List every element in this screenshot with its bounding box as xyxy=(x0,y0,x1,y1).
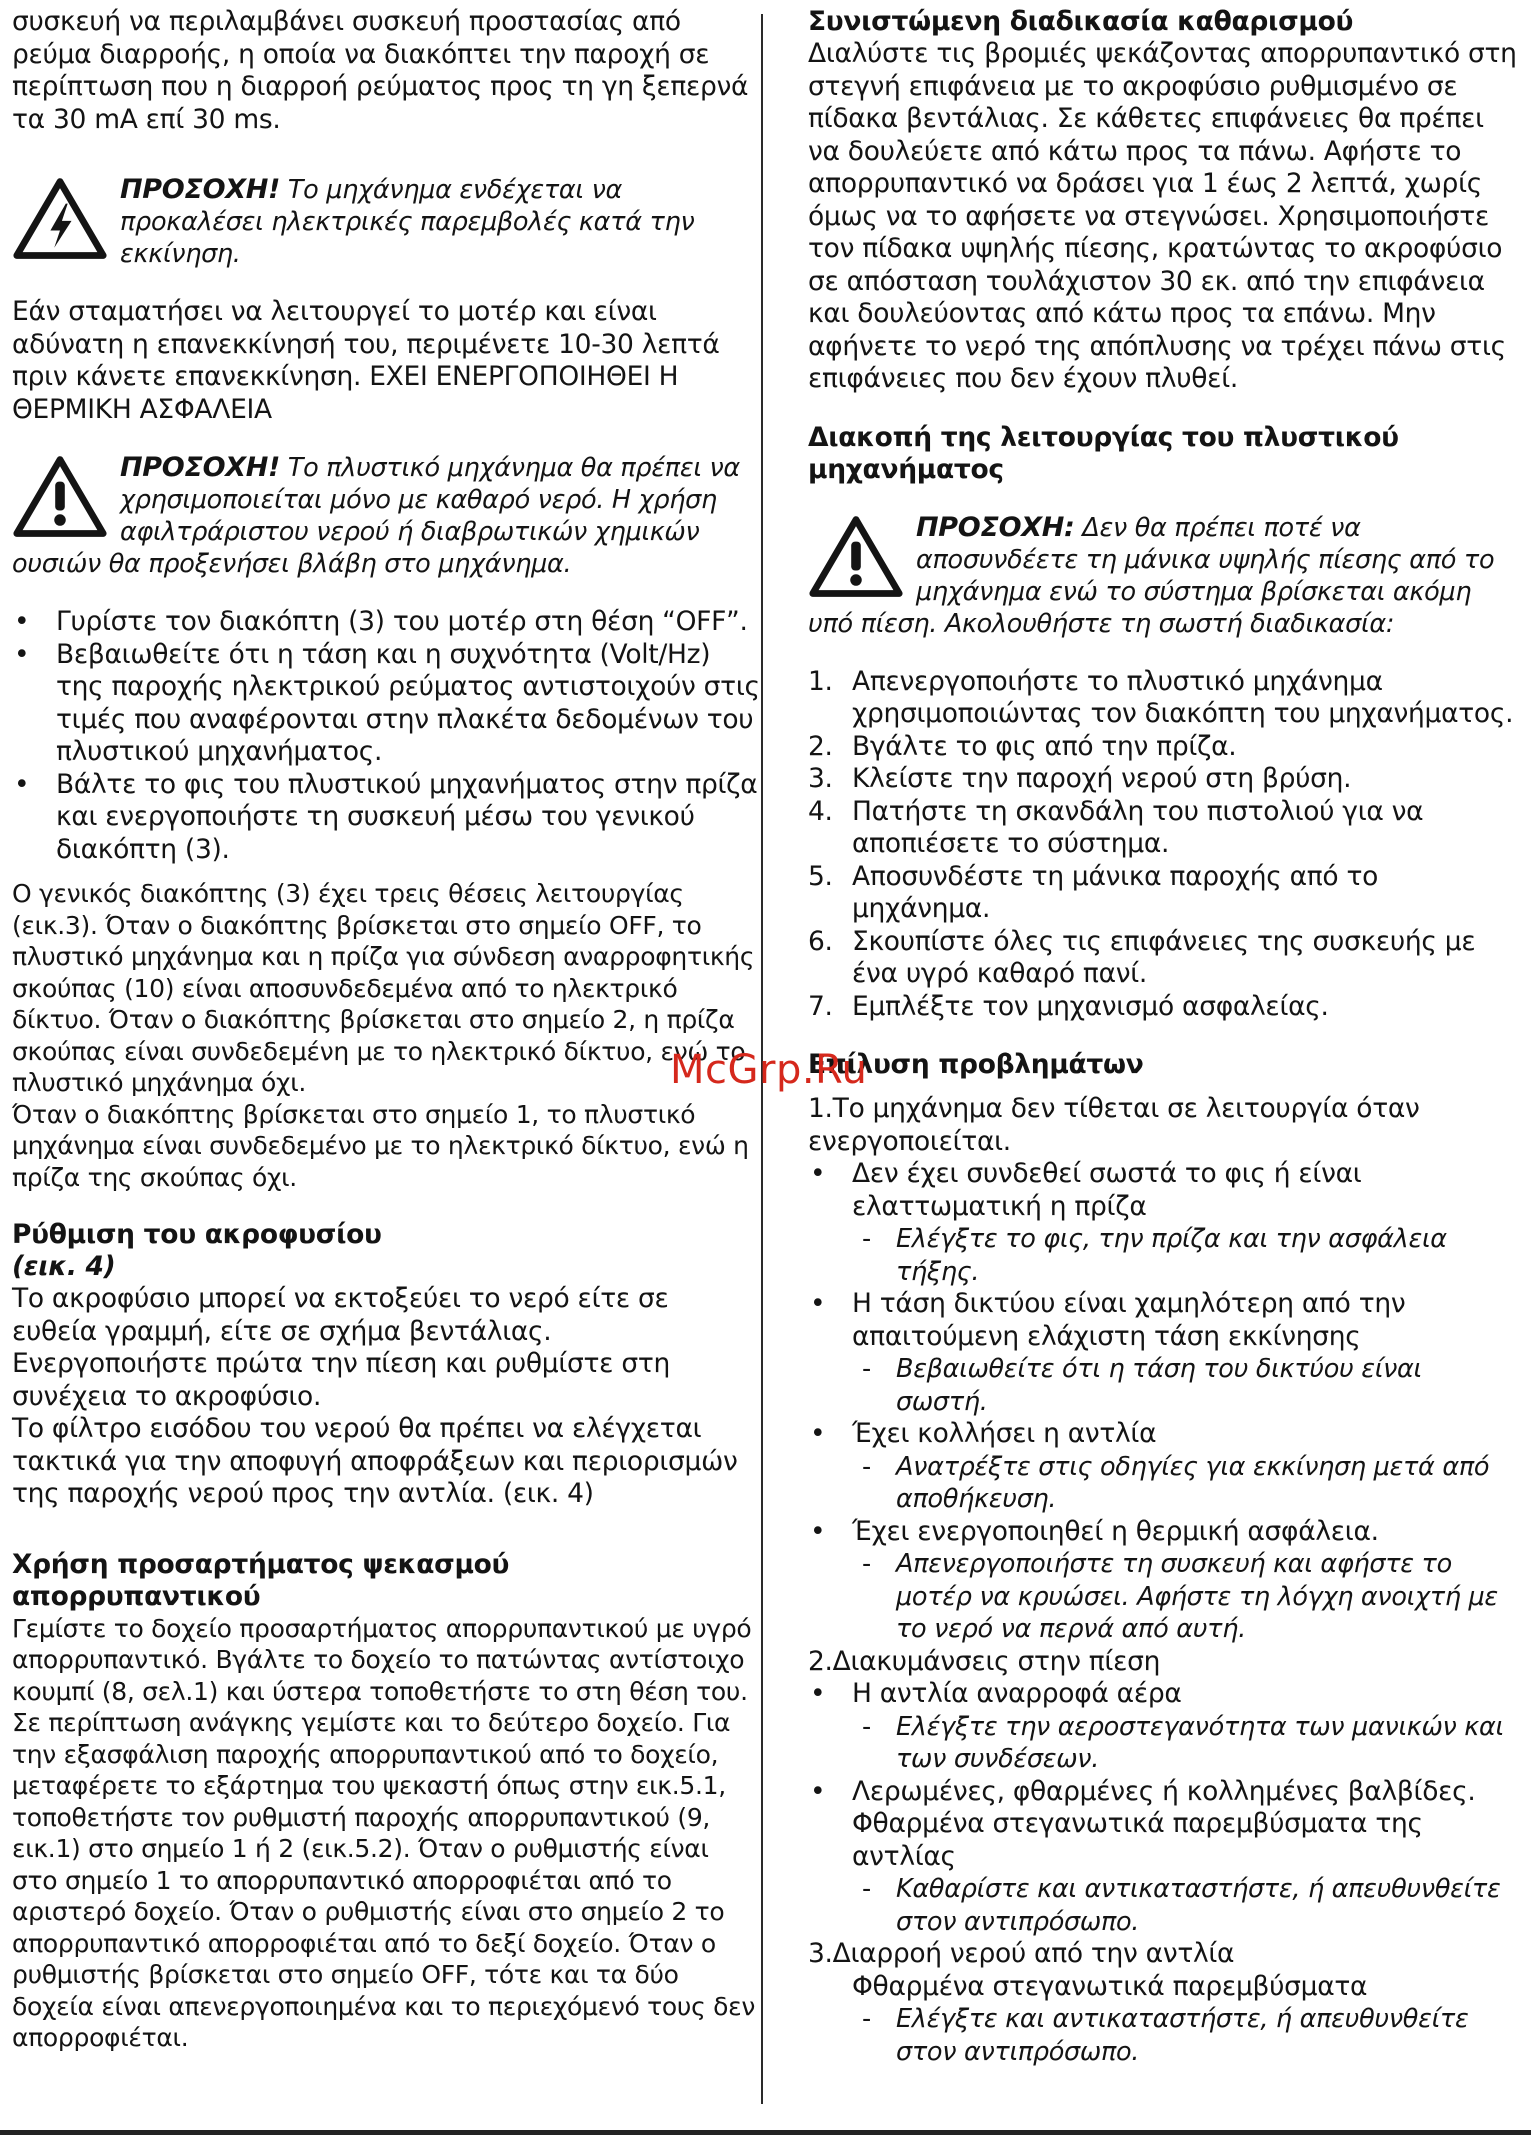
list-item: • Γυρίστε τον διακόπτη (3) του μοτέρ στη θέση “OFF”. xyxy=(12,606,760,639)
electric-shock-warning-icon xyxy=(12,176,108,262)
motor-paragraph: Εάν σταματήσει να λειτουργεί το μοτέρ και είναι αδύνατη η επανεκκίνησή του, περιμένετε 10-30 λεπτά πριν κάνετε επανεκκίνηση. ΕΧΕΙ ΕΝΕΡΓΟΠΟΙΗΘΕΙ Η ΘΕΡΜΙΚΗ ΑΣΦΑΛΕΙΑ xyxy=(12,296,720,425)
warning-pressure xyxy=(808,512,1520,640)
warning-text: Δεν θα πρέπει ποτέ να αποσυνδέετε τη μάνικα υψηλής πίεσης από το μηχάνημα ενώ το σύστημα βρίσκεται ακόμη υπό πίεση. Ακολουθήστε τη σωστή διαδικασία: xyxy=(808,512,1495,639)
problem-title: 3.Διαρροή νερού από την αντλία xyxy=(808,1938,1235,1969)
list-item: • Λερωμένες, φθαρμένες ή κολλημένες βαλβίδες. Φθαρμένα στεγανωτικά παρεμβύσματα της αντλίας - Καθαρίστε και αντικαταστήστε, ή απευθυνθείτε στον αντιπρόσωπο. xyxy=(808,1776,1520,1939)
list-item: 1. Απενεργοποιήστε το πλυστικό μηχάνημα χρησιμοποιώντας τον διακόπτη του μηχανήματος. xyxy=(808,665,1514,729)
problem-title: 1.Το μηχάνημα δεν τίθεται σε λειτουργία όταν ενεργοποιείται. xyxy=(808,1093,1420,1157)
warning-electric-interference xyxy=(12,174,760,270)
warning-label: ΠΡΟΣΟΧΗ! xyxy=(120,174,281,205)
list-item: • Δεν έχει συνδεθεί σωστά το φις ή είναι ελαττωματική η πρίζα - Ελέγξτε το φις, την πρίζα και την ασφάλεια τήξης. xyxy=(808,1158,1520,1288)
warning-text: Το πλυστικό μηχάνημα θα πρέπει να χρησιμοποιείται μόνο με καθαρό νερό. Η χρήση αφιλτράριστου νερού ή διαβρωτικών χημικών ουσιών θα προξενήσει βλάβη στο μηχάνημα. xyxy=(12,453,740,579)
warning-label: ΠΡΟΣΟΧΗ: xyxy=(916,511,1075,543)
problem-title: 2.Διακυμάνσεις στην πίεση xyxy=(808,1645,1161,1677)
list-item: • Η τάση δικτύου είναι χαμηλότερη από την απαιτούμενη ελάχιστη τάση εκκίνησης - Βεβαιωθείτε ότι η τάση του δικτύου είναι σωστή. xyxy=(808,1288,1520,1418)
detergent-heading: Χρήση προσαρτήματος ψεκασμού απορρυπαντικού xyxy=(12,1548,510,1612)
list-item: • Έχει κολλήσει η αντλία - Ανατρέξτε στις οδηγίες για εκκίνηση μετά από αποθήκευση. xyxy=(808,1418,1520,1516)
problem-remedies xyxy=(808,2003,1520,2068)
nozzle-figure-ref: (εικ. 4) xyxy=(12,1251,116,1282)
problem-causes xyxy=(808,1158,1520,1646)
shutdown-steps xyxy=(808,666,1520,1024)
list-item: • Έχει ενεργοποιηθεί η θερμική ασφάλεια. - Απενεργοποιήστε τη συσκευή και αφήστε το μοτέρ να κρυώσει. Αφήστε τη λόγχη ανοιχτή με το νερό να περνά από αυτή. xyxy=(808,1516,1520,1646)
warning-clean-water xyxy=(12,452,760,580)
startup-bullets xyxy=(12,606,760,866)
remedy-item: - Βεβαιωθείτε ότι η τάση του δικτύου είναι σωστή. xyxy=(852,1353,1520,1418)
warning-text: Το μηχάνημα ενδέχεται να προκαλέσει ηλεκτρικές παρεμβολές κατά την εκκίνηση. xyxy=(120,175,695,269)
warning-label: ΠΡΟΣΟΧΗ! xyxy=(120,452,281,483)
nozzle-line: Το φίλτρο εισόδου του νερού θα πρέπει να ελέγχεται τακτικά για την αποφυγή αποφράξεων και περιορισμών της παροχής νερού προς την αντλία. (εικ. 4) xyxy=(12,1413,738,1509)
cleaning-paragraph: Διαλύστε τις βρομιές ψεκάζοντας απορρυπαντικό στη στεγνή επιφάνεια με το ακροφύσιο ρυθμισμένο σε πίδακα βεντάλιας. Σε κάθετες επιφάνειες θα πρέπει να δουλεύετε από κάτω προς τα πάνω. Αφήστε το απορρυπαντικό να δράσει για 1 έως 2 λεπτά, χωρίς όμως να το αφήσετε να στεγνώσει. Χρησιμοποιήστε τον πίδακα υψηλής πίεσης, κρατώντας το ακροφύσιο σε απόσταση τουλάχιστον 30 εκ. από την επιφάνεια και δουλεύοντας από κάτω προς τα επάνω. Μην αφήνετε το νερό της απόπλυσης να τρέχει πάνω στις επιφάνειες που δεν έχουν πλυθεί. xyxy=(808,38,1517,394)
remedy-item: - Ελέγξτε την αεροστεγανότητα των μανικών και των συνδέσεων. xyxy=(852,1711,1520,1776)
remedy-item: - Ελέγξτε και αντικαταστήστε, ή απευθυνθείτε στον αντιπρόσωπο. xyxy=(852,2003,1520,2068)
list-item: 4. Πατήστε τη σκανδάλη του πιστολιού για να αποπιέσετε το σύστημα. xyxy=(808,795,1424,859)
list-item: • Η αντλία αναρροφά αέρα - Ελέγξτε την αεροστεγανότητα των μανικών και των συνδέσεων. xyxy=(808,1678,1520,1776)
list-item: 3. Κλείστε την παροχή νερού στη βρύση. xyxy=(808,763,1352,794)
list-item: 7. Εμπλέξτε τον μηχανισμό ασφαλείας. xyxy=(808,990,1329,1022)
problem-cause: Φθαρμένα στεγανωτικά παρεμβύσματα xyxy=(852,1970,1368,2002)
column-divider xyxy=(761,14,763,2104)
bottom-rule xyxy=(0,2130,1531,2135)
exclamation-warning-icon xyxy=(808,514,904,600)
list-item: 5. Αποσυνδέστε τη μάνικα παροχής από το μηχάνημα. xyxy=(808,860,1379,924)
list-item: • Βάλτε το φις του πλυστικού μηχανήματος στην πρίζα και ενεργοποιήστε τη συσκευή μέσω του γενικού διακόπτη (3). xyxy=(12,769,760,867)
detergent-paragraph: Γεμίστε το δοχείο προσαρτήματος απορρυπαντικού με υγρό απορρυπαντικό. Βγάλτε το δοχείο το πατώντας αντίστοιχο κουμπί (8, σελ.1) και ύστερα τοποθετήστε το στη θέση του. Σε περίπτωση ανάγκης γεμίστε και το δεύτερο δοχείο. Για την εξασφάλιση παροχής απορρυπαντικού από το δοχείο, μεταφέρετε το εξάρτημα του ψεκαστή όπως στην εικ.5.1, τοποθετήστε τον ρυθμιστή παροχής απορρυπαντικού (9, εικ.1) στο σημείο 1 ή 2 (εικ.5.2). Όταν ο ρυθμιστής είναι στο σημείο 1 το απορρυπαντικό απορροφιέται από το αριστερό δοχείο. Όταν ο ρυθμιστής είναι στο σημείο 2 το απορρυπαντικό απορροφιέται από το δεξί δοχείο. Όταν ο ρυθμιστής βρίσκεται στο σημείο OFF, τότε και τα δύο δοχεία είναι απενεργοποιημένα και το περιεχόμενό τους δεν απορροφιέται. xyxy=(12,1613,755,2052)
nozzle-heading: Ρύθμιση του ακροφυσίου xyxy=(12,1219,382,1250)
nozzle-line: Ενεργοποιήστε πρώτα την πίεση και ρυθμίστε στη συνέχεια το ακροφύσιο. xyxy=(12,1348,670,1412)
cleaning-heading: Συνιστώμενη διαδικασία καθαρισμού xyxy=(808,6,1354,37)
remedy-item: - Ανατρέξτε στις οδηγίες για εκκίνηση μετά από αποθήκευση. xyxy=(852,1451,1520,1516)
problem-causes xyxy=(808,1678,1520,1938)
intro-paragraph: συσκευή να περιλαμβάνει συσκευή προστασίας από ρεύμα διαρροής, η οποία να διακόπτει την παροχή σε περίπτωση που η διαρροή ρεύματος προς τη γη ξεπερνά τα 30 mA επί 30 ms. xyxy=(12,6,749,135)
watermark: McGrp.Ru xyxy=(670,1047,868,1093)
exclamation-warning-icon xyxy=(12,454,108,540)
stop-heading: Διακοπή της λειτουργίας του πλυστικού μηχανήματος xyxy=(808,421,1399,485)
remedy-item: - Καθαρίστε και αντικαταστήστε, ή απευθυνθείτε στον αντιπρόσωπο. xyxy=(852,1873,1520,1938)
remedy-item: - Ελέγξτε το φις, την πρίζα και την ασφάλεια τήξης. xyxy=(852,1223,1520,1288)
left-column xyxy=(12,6,760,2054)
right-column xyxy=(808,6,1520,2068)
list-item: 2. Βγάλτε το φις από την πρίζα. xyxy=(808,730,1237,762)
list-item: • Βεβαιωθείτε ότι η τάση και η συχνότητα (Volt/Hz) της παροχής ηλεκτρικού ρεύματος αντιστοιχούν στις τιμές που αναφέρονται στην πλακέτα δεδομένων του πλυστικού μηχανήματος. xyxy=(12,639,760,769)
switch-paragraph-1: Ο γενικός διακόπτης (3) έχει τρεις θέσεις λειτουργίας (εικ.3). Όταν ο διακόπτης βρίσκεται στο σημείο OFF, το πλυστικό μηχάνημα και η πρίζα για σύνδεση αναρροφητικής σκούπας (10) είναι αποσυνδεδεμένα από το ηλεκτρικό δίκτυο. Όταν ο διακόπτης βρίσκεται στο σημείο 2, η πρίζα σκούπας είναι συνδεδεμένη με το ηλεκτρικό δίκτυο, ενώ το πλυστικό μηχάνημα όχι. xyxy=(12,879,755,1097)
troubleshooting-heading: Επίλυση προβλημάτων xyxy=(808,1049,1144,1080)
nozzle-line: Το ακροφύσιο μπορεί να εκτοξεύει το νερό είτε σε ευθεία γραμμή, είτε σε σχήμα βεντάλιας. xyxy=(12,1283,669,1347)
switch-paragraph-2: Όταν ο διακόπτης βρίσκεται στο σημείο 1, το πλυστικό μηχάνημα είναι συνδεδεμένο με το ηλεκτρικό δίκτυο, ενώ η πρίζα της σκούπας όχι. xyxy=(12,1099,749,1192)
list-item: 6. Σκουπίστε όλες τις επιφάνειες της συσκευής με ένα υγρό καθαρό πανί. xyxy=(808,925,1476,989)
remedy-item: - Απενεργοποιήστε τη συσκευή και αφήστε το μοτέρ να κρυώσει. Αφήστε τη λόγχη ανοιχτή με το νερό να περνά από αυτή. xyxy=(852,1548,1520,1646)
